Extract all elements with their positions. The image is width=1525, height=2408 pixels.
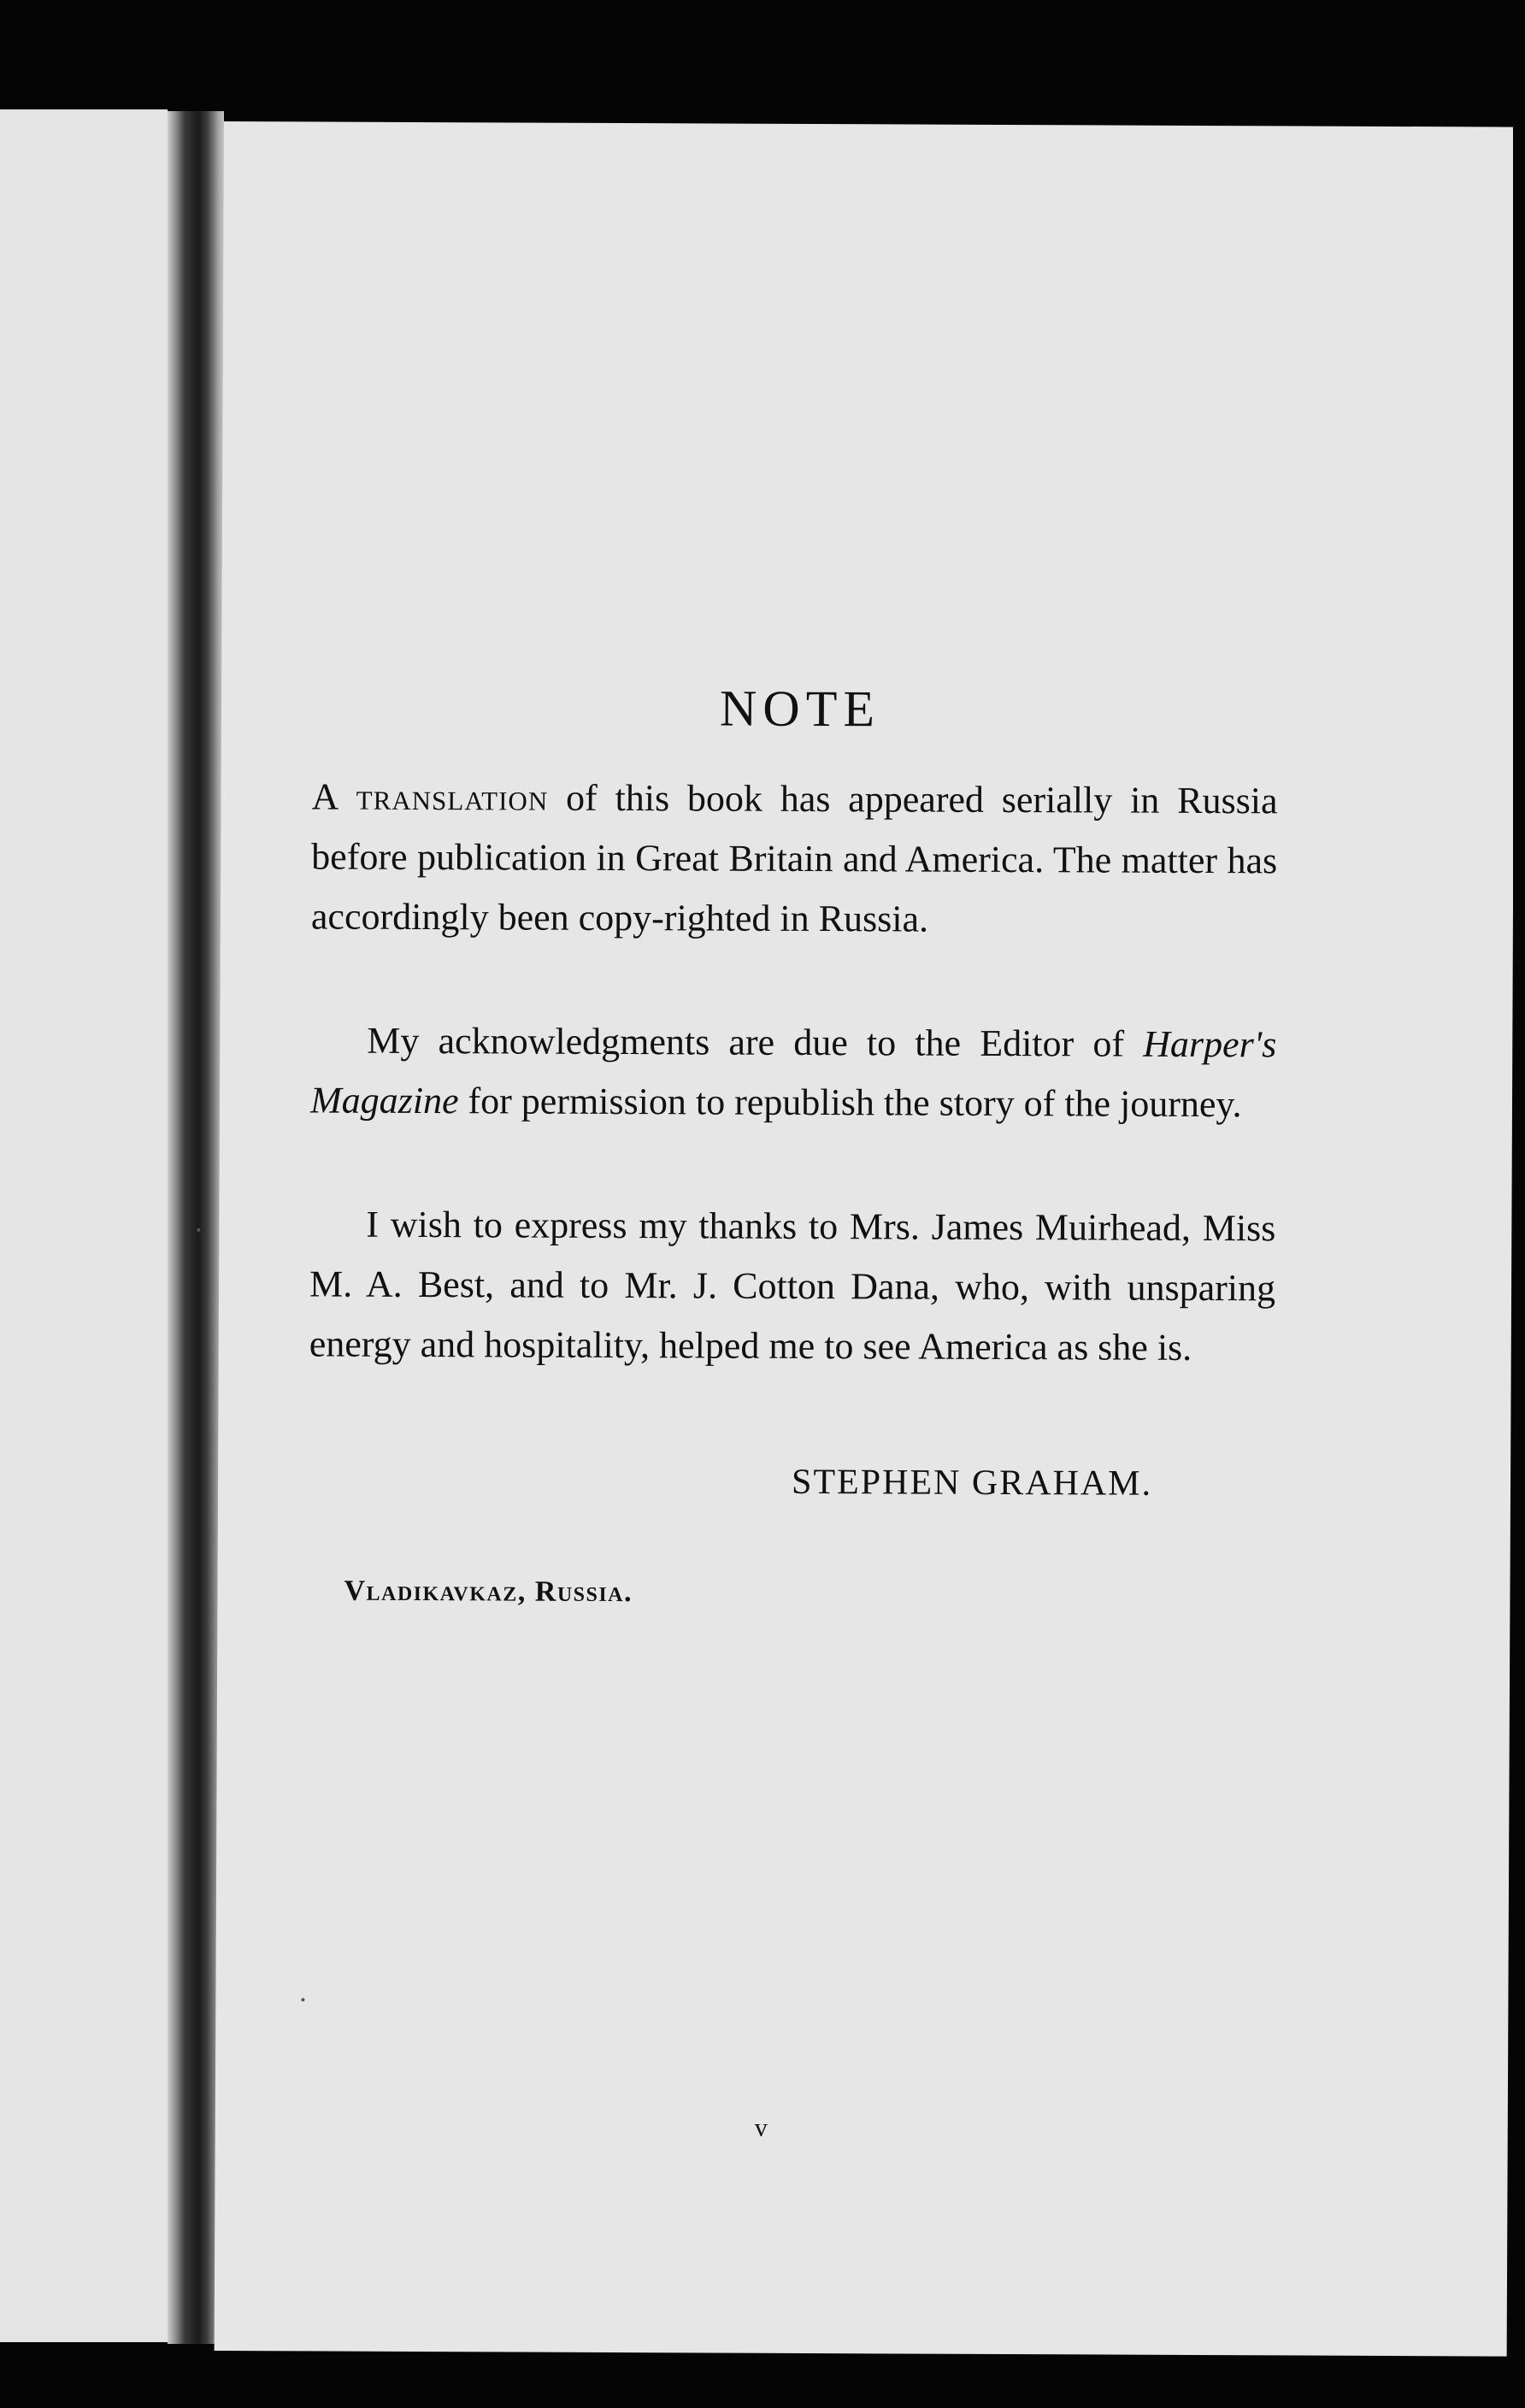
page-number: v [754, 2113, 768, 2142]
left-page-edge [0, 109, 168, 2342]
author-signature: STEPHEN GRAHAM. [791, 1462, 1153, 1504]
scan-border-right [1513, 0, 1525, 2408]
note-page [215, 121, 1516, 2357]
scan-speck [197, 1228, 200, 1232]
page-content [269, 121, 1466, 2142]
acknowledgments-before: My acknowledgments are due to the Editor of [367, 1019, 1144, 1065]
paragraph-acknowledgments [310, 1010, 1277, 1134]
magazine-title: Harper's Magazine [309, 1022, 1277, 1122]
place-line: Vladikavkaz, Russia. [344, 1575, 633, 1609]
paragraph-translation-text: of this book has appeared serially in Russia before publication in Great Britain and America. The matter has accordingly been copy-righted in Russia. [310, 776, 1278, 940]
acknowledgments-after: for permission to republish the story of the journey. [458, 1080, 1242, 1126]
paragraph-thanks: I wish to express my thanks to Mrs. James Muirhead, Miss M. A. Best, and to Mr. J. Cotton Dana, who, with unsparing energy and hospitality, helped me to see America as she is. [309, 1203, 1276, 1369]
page-heading: NOTE [719, 680, 881, 738]
paragraph-lead-small-caps: A translation [311, 775, 549, 819]
paragraph-translation [311, 767, 1278, 951]
scan-speck [301, 1998, 304, 2001]
